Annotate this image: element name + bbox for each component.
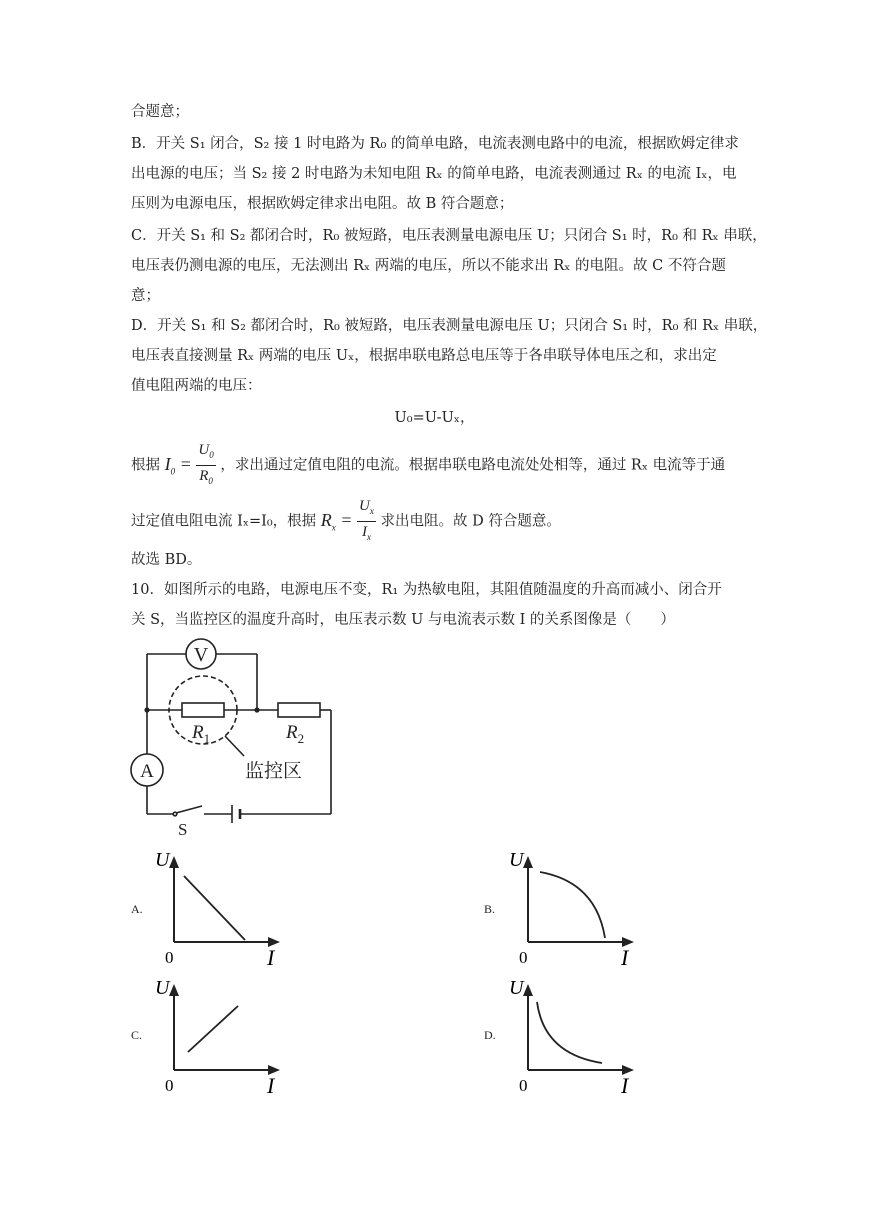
circuit-diagram <box>120 636 350 841</box>
zone-label: 监控区 <box>245 760 303 782</box>
svg-text:U: U <box>155 977 170 999</box>
text-line: D．开关 S₁ 和 S₂ 都闭合时，R₀ 被短路，电压表测量电源电压 U；只闭合 S₁ 时，R₀ 和 Rₓ 串联， <box>131 318 768 334</box>
graph-option-a <box>150 846 290 968</box>
text-line-formula <box>131 440 725 491</box>
switch-label: S <box>178 820 188 839</box>
fraction: $\frac{U_x}{I_x}$ <box>359 498 374 542</box>
r1-label: $R_1$ <box>192 722 211 746</box>
text-line: 压则为电源电压，根据欧姆定律求出电阻。故 B 符合题意； <box>131 196 514 212</box>
curve-a <box>184 876 245 940</box>
text-line: 意； <box>131 288 160 304</box>
option-label-b: B. <box>484 902 496 916</box>
text-line-formula <box>131 496 561 547</box>
text-segment: 过定值电阻电流 Iₓ=I₀，根据 <box>131 513 317 530</box>
formula-lhs: $I_0$ = <box>164 453 192 477</box>
svg-text:I: I <box>621 945 629 968</box>
ammeter-label: A <box>140 761 154 782</box>
svg-text:0: 0 <box>519 1076 528 1095</box>
curve-b <box>540 872 605 938</box>
option-label-c: C. <box>131 1028 143 1042</box>
svg-text:0: 0 <box>165 1076 174 1095</box>
text-line: 电压表仍测电源的电压，无法测出 Rₓ 两端的电压，所以不能求出 Rₓ 的电阻。故 C 不符合题 <box>131 258 726 274</box>
voltmeter-label: V <box>193 644 209 666</box>
svg-text:U: U <box>509 977 524 999</box>
equation: U₀=U-Uₓ， <box>394 410 475 426</box>
text-line: 电压表直接测量 Rₓ 两端的电压 Uₓ，根据串联电路总电压等于各串联导体电压之和，求出定 <box>131 348 717 364</box>
svg-text:0: 0 <box>519 948 528 967</box>
r2-label: $R_2$ <box>286 722 305 746</box>
question-text: 10．如图所示的电路，电源电压不变，R₁ 为热敏电阻，其阻值随温度的升高而减小、闭合开 <box>131 582 722 598</box>
text-line: C．开关 S₁ 和 S₂ 都闭合时，R₀ 被短路，电压表测量电源电压 U；只闭合 S₁ 时，R₀ 和 Rₓ 串联， <box>131 228 767 244</box>
option-label-d: D. <box>484 1028 496 1042</box>
option-label-a: A. <box>131 902 143 916</box>
text-line: 合题意； <box>131 104 189 120</box>
text-line: B．开关 S₁ 闭合，S₂ 接 1 时电路为 R₀ 的简单电路，电流表测电路中的电流，根据欧姆定律求 <box>131 136 739 152</box>
curve-c <box>188 1006 238 1052</box>
text-segment: 根据 <box>131 457 160 474</box>
svg-text:I: I <box>621 1073 629 1096</box>
text-segment: ，求出通过定值电阻的电流。根据串联电路电流处处相等，通过 Rₓ 电流等于通 <box>220 457 726 474</box>
text-segment: 求出电阻。故 D 符合题意。 <box>380 513 561 530</box>
fraction: $\frac{U_0}{R_0}$ <box>198 442 214 486</box>
formula-lhs: $R_x$ = <box>320 509 353 533</box>
text-line: 值电阻两端的电压： <box>131 378 262 394</box>
svg-text:I: I <box>267 1073 275 1096</box>
text-line: 出电源的电压；当 S₂ 接 2 时电路为未知电阻 Rₓ 的简单电路，电流表测通过 Rₓ 的电流 Iₓ，电 <box>131 166 737 182</box>
text-line: 故选 BD。 <box>131 552 202 568</box>
svg-text:I: I <box>267 945 275 968</box>
curve-d <box>537 1002 602 1063</box>
graph-option-d <box>504 974 644 1096</box>
graph-option-b <box>504 846 644 968</box>
svg-text:U: U <box>509 849 524 871</box>
graph-option-c <box>150 974 290 1096</box>
question-text: 关 S，当监控区的温度升高时，电压表示数 U 与电流表示数 I 的关系图像是（ ） <box>131 612 675 628</box>
svg-text:0: 0 <box>165 948 174 967</box>
svg-text:U: U <box>155 849 170 871</box>
